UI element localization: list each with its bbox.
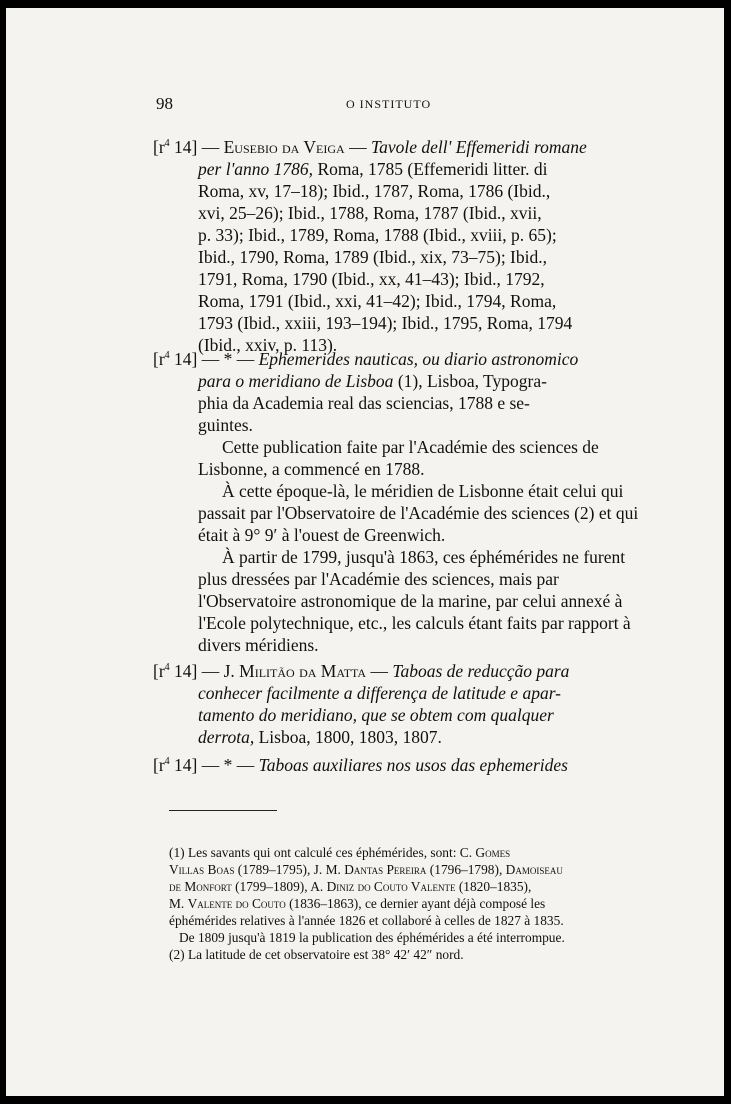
text-run: 1793 (Ibid., xxiii, 193–194); Ibid., 1795, Roma, 1794: [198, 313, 573, 333]
running-title: O INSTITUTO: [346, 97, 432, 111]
text-run: Villas Boas: [169, 862, 235, 877]
text-run: —: [366, 661, 393, 681]
text-run: De 1809 jusqu'à 1819 la publication des éphémérides a été interrompue.: [179, 930, 565, 945]
text-run: phia da Academia real das sciencias, 1788 e se-: [198, 393, 530, 413]
text-run: Taboas auxiliares nos usos das ephemerides: [258, 755, 568, 775]
text-run: 14] — J.: [169, 661, 240, 681]
text-run: p. 33); Ibid., 1789, Roma, 1788 (Ibid., xviii, p. 65);: [198, 225, 557, 245]
text-run: Damoiseau: [505, 862, 563, 877]
text-line: [153, 660, 653, 682]
text-run: Lisboa, 1800, 1803, 1807.: [254, 727, 442, 747]
page-number: 98: [156, 94, 173, 113]
text-line: [169, 878, 649, 895]
bibliography-entry: [153, 348, 653, 656]
text-run: xvi, 25–26); Ibid., 1788, Roma, 1787 (Ibid., xvii,: [198, 203, 542, 223]
text-run: —: [344, 137, 371, 157]
text-line: [153, 392, 653, 414]
text-run: Diniz do Couto Valente: [326, 879, 456, 894]
footnote: [169, 946, 649, 963]
text-run: (1820–1835),: [455, 879, 532, 894]
text-run: éphémérides relatives à l'année 1826 et collaboré à celles de 1827 à 1835.: [169, 913, 564, 928]
bibliography-entry: [153, 754, 653, 776]
text-run: (1) Les savants qui ont calculé ces éphémérides, sont: C.: [169, 845, 476, 860]
paragraph: À partir de 1799, jusqu'à 1863, ces éphémérides ne furent plus dressées par l'Académie des sciences, mais par l'Observatoire astronomique de la marine, par celui annexé à l'Ecole polytechnique, etc., les calculs étant faits par rapport à divers méridiens.: [198, 547, 631, 655]
text-run: Roma, xv, 17–18); Ibid., 1787, Roma, 1786 (Ibid.,: [198, 181, 551, 201]
page-header: [156, 94, 696, 114]
text-line: [169, 912, 649, 929]
text-run: derrota,: [198, 727, 255, 747]
text-line: [169, 861, 649, 878]
text-line: [169, 844, 649, 861]
text-line: [153, 290, 653, 312]
text-line: [169, 895, 649, 912]
text-run: (1836–1863), ce dernier ayant déjà composé les: [285, 896, 546, 911]
text-run: Ephemerides nauticas, ou diario astronomico: [258, 349, 579, 369]
text-run: Tavole dell' Effemeridi romane: [370, 137, 587, 157]
footnotes: [169, 844, 649, 963]
text-run: M.: [169, 896, 188, 911]
text-run: Ibid., 1790, Roma, 1789 (Ibid., xix, 73–75); Ibid.,: [198, 247, 548, 267]
text-line: [153, 726, 653, 748]
text-line: [153, 704, 653, 726]
text-line: [153, 268, 653, 290]
text-run: Eusebio da Veiga: [223, 137, 345, 157]
text-run: conhecer facilmente a differença de latitude e apar-: [198, 683, 561, 703]
text-line: [153, 224, 653, 246]
text-line: [153, 370, 653, 392]
superscript: 4: [164, 756, 170, 768]
text-run: [r: [153, 755, 165, 775]
text-run: de Monfort: [169, 879, 232, 894]
paragraph: Cette publication faite par l'Académie des sciences de Lisbonne, a commencé en 1788.: [198, 437, 599, 479]
text-run: (1796–1798),: [426, 862, 506, 877]
text-run: Dantas Pereira: [344, 862, 427, 877]
bibliography-entry: [153, 136, 653, 356]
page: [6, 8, 724, 1096]
text-run: (1789–1795), J. M.: [234, 862, 345, 877]
text-run: 1791, Roma, 1790 (Ibid., xx, 41–43); Ibid., 1792,: [198, 269, 545, 289]
text-line: [153, 158, 653, 180]
text-line: [153, 246, 653, 268]
text-line: [169, 929, 649, 946]
footnote-rule: [169, 810, 277, 811]
text-run: Roma, 1791 (Ibid., xxi, 41–42); Ibid., 1794, Roma,: [198, 291, 557, 311]
text-run: Roma, 1785 (Effemeridi litter. di: [313, 159, 548, 179]
text-run: [r: [153, 661, 165, 681]
text-run: (2) La latitude de cet observatoire est 38° 42′ 42″ nord.: [169, 947, 464, 962]
text-run: (Ibid., xxiv, p. 113).: [198, 335, 338, 355]
text-run: tamento do meridiano, que se obtem com qualquer: [198, 705, 554, 725]
superscript: 4: [164, 662, 170, 674]
footnote: [169, 844, 649, 946]
superscript: 4: [164, 138, 170, 150]
text-line: [153, 414, 653, 436]
text-run: [r: [153, 349, 165, 369]
text-run: Militão da Matta: [239, 661, 367, 681]
text-line: [153, 754, 653, 776]
text-run: Valente do Couto: [187, 896, 286, 911]
text-line: [153, 136, 653, 158]
text-run: (1), Lisboa, Typogra-: [393, 371, 547, 391]
text-run: para o meridiano de Lisboa: [198, 371, 394, 391]
text-run: Taboas de reducção para: [392, 661, 570, 681]
text-run: per l'anno 1786,: [198, 159, 314, 179]
text-run: 14] —: [169, 137, 224, 157]
superscript: 4: [164, 350, 170, 362]
text-run: (1799–1809), A.: [231, 879, 327, 894]
paragraph: À cette époque-là, le méridien de Lisbonne était celui qui passait par l'Observatoire de l'Académie des sciences (2) et qui était à 9° 9′ à l'ouest de Greenwich.: [198, 481, 639, 545]
text-run: guintes.: [198, 415, 253, 435]
text-run: Gomes: [475, 845, 511, 860]
text-run: [r: [153, 137, 165, 157]
text-line: [169, 946, 649, 963]
text-line: [153, 348, 653, 370]
text-run: 14] — * —: [169, 349, 259, 369]
text-line: [153, 682, 653, 704]
bibliography-entry: [153, 660, 653, 748]
text-line: [153, 312, 653, 334]
text-line: [153, 202, 653, 224]
text-run: 14] — * —: [169, 755, 259, 775]
text-line: [153, 180, 653, 202]
